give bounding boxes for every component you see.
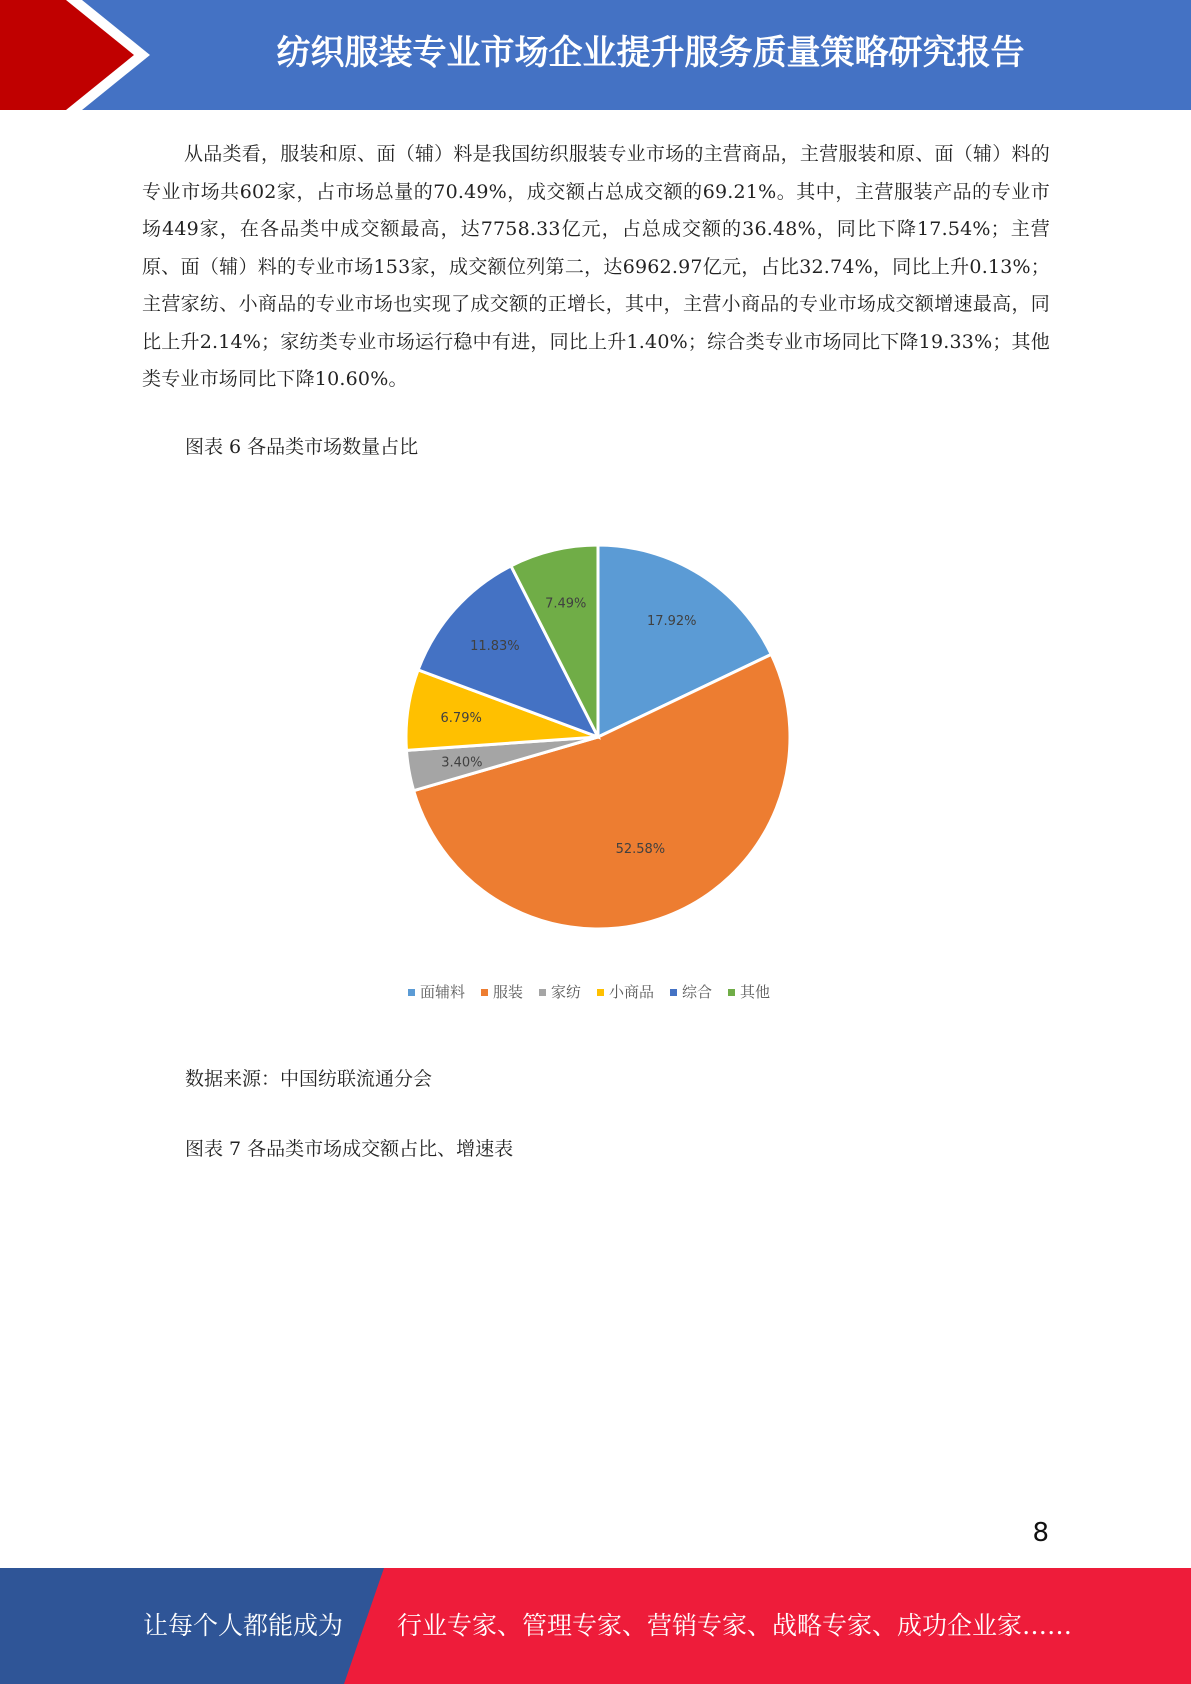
legend-item-1 (481, 983, 523, 1001)
pie-data-label-5: 7.49% (545, 596, 587, 612)
pie-data-label-3: 6.79% (440, 711, 482, 727)
footer-slogan-right: 行业专家、管理专家、营销专家、战略专家、成功企业家…… (397, 1611, 1073, 1640)
legend-swatch-5 (728, 989, 735, 996)
legend-label-3: 小商品 (609, 983, 655, 1001)
figure-6-caption: 图表 6 各品类市场数量占比 (185, 436, 419, 458)
legend-item-3 (597, 983, 654, 1001)
legend-swatch-0 (408, 989, 415, 996)
data-source-note: 数据来源：中国纺联流通分会 (185, 1068, 433, 1090)
legend-swatch-1 (481, 989, 488, 996)
legend-label-1: 服装 (493, 983, 524, 1001)
page-footer (0, 1568, 1191, 1684)
legend-item-2 (539, 983, 581, 1001)
pie-data-label-1: 52.58% (615, 842, 666, 858)
pie-data-label-2: 3.40% (441, 755, 483, 771)
body-paragraph: 从品类看，服装和原、面（辅）料是我国纺织服装专业市场的主营商品，主营服装和原、面（辅）料的专业市场共602家，占市场总量的70.49%，成交额占总成交额的69.21%。其中，主营服装产品的专业市场449家，在各品类中成交额最高，达7758.33亿元，占总成交额的36.48%，同比下降17.54%；主营原、面（辅）料的专业市场153家，成交额位列第二，达6962.97亿元，占比32.74%，同比上升0.13%；主营家纺、小商品的专业市场也实现了成交额的正增长，其中，主营小商品的专业市场成交额增速最高，同比上升2.14%；家纺类专业市场运行稳中有进，同比上升1.40%；综合类专业市场同比下降19.33%；其他类专业市场同比下降10.60%。 (142, 143, 1050, 390)
report-title: 纺织服装专业市场企业提升服务质量策略研究报告 (276, 33, 1025, 73)
legend-item-0 (408, 983, 465, 1001)
figure-7-caption: 图表 7 各品类市场成交额占比、增速表 (185, 1138, 514, 1160)
legend-swatch-2 (539, 989, 546, 996)
legend-label-2: 家纺 (551, 983, 582, 1001)
legend-label-4: 综合 (682, 983, 713, 1001)
pie-data-label-0: 17.92% (646, 614, 697, 630)
pie-chart-container (142, 505, 1050, 1020)
legend-item-5 (728, 983, 770, 1001)
pie-data-label-4: 11.83% (470, 638, 520, 654)
page-header (0, 0, 1191, 110)
legend-swatch-3 (597, 989, 604, 996)
legend-swatch-4 (670, 989, 677, 996)
legend-item-4 (670, 983, 712, 1001)
page-number: 8 (1032, 1518, 1049, 1548)
legend-label-0: 面辅料 (420, 983, 466, 1001)
footer-slogan-left: 让每个人都能成为 (143, 1611, 344, 1640)
pie-chart (142, 505, 1050, 1020)
legend-label-5: 其他 (740, 983, 771, 1001)
